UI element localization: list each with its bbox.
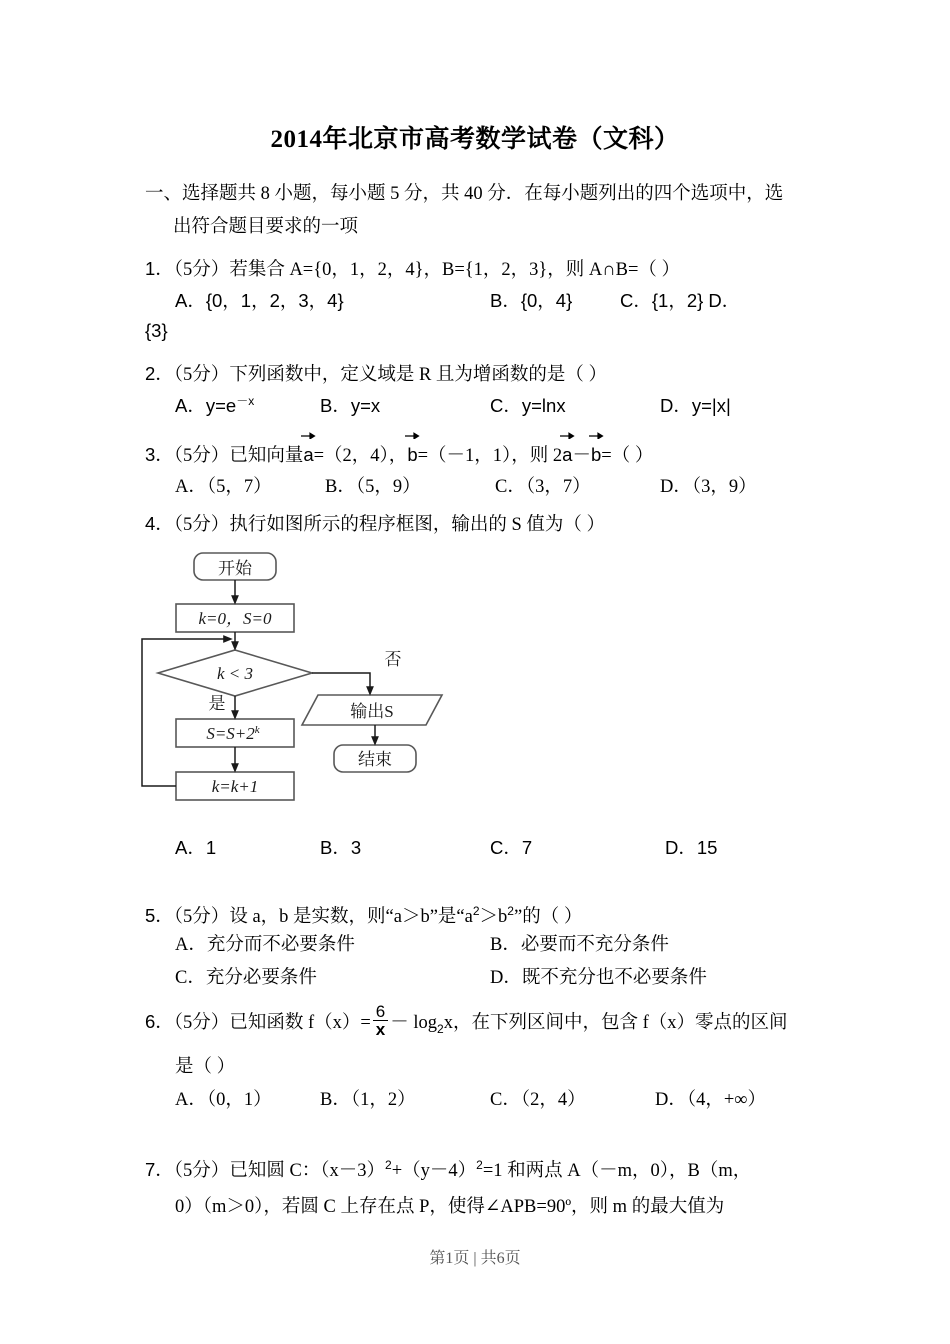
question-6-score: （5分） (173, 1013, 230, 1034)
flowchart-svg (140, 543, 490, 818)
vector-arrow-icon (589, 432, 604, 439)
option-a-label: A．y=e (175, 395, 237, 417)
section-instructions-line2: 出符合题目要求的一项 (173, 217, 359, 237)
vector-b (407, 438, 417, 470)
flow-edge-label-no: 否 (384, 650, 402, 669)
question-4-text: 执行如图所示的程序框图，输出的 S 值为（ ） (229, 515, 605, 535)
question-3-options (175, 472, 757, 498)
option-c[interactable]: C．y=lnx (490, 395, 566, 417)
question-5-number: 5． (145, 905, 174, 927)
question-7-score: （5分） (173, 1161, 230, 1182)
question-5-options-row2 (175, 963, 707, 989)
vector-arrow-icon (301, 432, 316, 439)
question-3-score: （5分） (173, 446, 230, 466)
section-instructions (145, 178, 820, 244)
option-b[interactable]: B．{0，4} (490, 290, 573, 311)
section-instructions-line1: 一、选择题共 8 小题，每小题 5 分，共 40 分．在每小题列出的四个选项中，选 (145, 184, 784, 204)
vector-a-label: a (303, 444, 314, 465)
question-2-options (175, 392, 731, 418)
question-7-text-line2: 0）（m＞0），若圆 C 上存在点 P，使得∠APB=90º，则 m 的最大值为 (175, 1197, 725, 1217)
page-footer: 第1页 | 共6页 (429, 1250, 521, 1267)
option-b[interactable]: B．必要而不充分条件 (490, 935, 669, 955)
question-7-text-l1-b: +（y－4） (391, 1161, 477, 1182)
option-c[interactable]: C．{1，2} D． (620, 290, 741, 311)
question-3-text-end: =（ ） (601, 446, 654, 466)
question-1-score: （5分） (173, 260, 230, 280)
option-d[interactable]: D．15 (665, 837, 718, 858)
option-a[interactable]: A．{0，1，2，3，4} (175, 290, 344, 311)
question-4-score: （5分） (173, 515, 230, 535)
fraction-denominator: x (375, 1020, 386, 1040)
vector-b-2 (591, 438, 601, 470)
question-7-sup1: 2 (385, 1158, 392, 1172)
question-5-score: （5分） (173, 907, 230, 928)
question-6-text-line2: 是（ ） (175, 1057, 236, 1077)
option-d-value: {3} (145, 320, 168, 341)
question-1-options (175, 287, 740, 313)
option-a[interactable]: A．（5，7） (175, 477, 272, 497)
option-c[interactable]: C．（2，4） (490, 1090, 586, 1110)
question-6-options (175, 1085, 766, 1111)
question-3-text-mid3: － (572, 446, 591, 466)
flow-edge-label-yes: 是 (208, 694, 226, 713)
page-title: 2014年北京市高考数学试卷（文科） (270, 126, 680, 153)
question-5-text-c: ”的（ ） (513, 907, 583, 928)
question-3-text-pre: 已知向量 (229, 446, 304, 466)
program-flowchart (140, 543, 490, 823)
question-7-line2 (175, 1190, 855, 1223)
question-5-sup2: 2 (507, 904, 514, 918)
question-5 (145, 896, 835, 933)
question-6-number: 6． (145, 1011, 174, 1033)
vector-arrow-icon (560, 432, 575, 439)
option-a[interactable] (175, 392, 320, 418)
question-7 (145, 1150, 845, 1187)
flow-node-body-label: $S=S+2^k$ (206, 724, 260, 743)
vector-arrow-icon (405, 432, 420, 439)
option-a[interactable]: A．充分而不必要条件 (175, 935, 355, 955)
flow-node-increment-label: k=k+1 (211, 777, 259, 796)
question-2-text: 下列函数中，定义域是 R 且为增函数的是（ ） (229, 365, 608, 385)
question-4 (145, 508, 835, 541)
option-d[interactable]: D．（3，9） (660, 477, 757, 497)
flow-edge-condition-output (312, 673, 370, 691)
question-1 (145, 253, 835, 286)
question-7-text-l1-c: =1 和两点 A（－m，0），B（m， (482, 1161, 752, 1182)
vector-b-label-2: b (590, 444, 602, 465)
question-6-line2 (175, 1050, 235, 1083)
option-d[interactable]: D．y=|x| (660, 395, 731, 417)
option-a[interactable]: A．1 (175, 837, 217, 858)
question-7-text-l1-a: 已知圆 C：（x－3） (229, 1161, 386, 1182)
question-5-text-a: 设 a，b 是实数，则“a＞b”是“a (229, 907, 473, 928)
option-d[interactable]: D．既不充分也不必要条件 (490, 968, 707, 988)
option-a[interactable]: A．（0，1） (175, 1090, 272, 1110)
question-3-text-mid2: =（－1，1），则 2 (417, 446, 563, 466)
question-2-number: 2． (145, 363, 174, 384)
vector-a (303, 438, 313, 470)
question-1-number: 1． (145, 258, 174, 279)
option-c[interactable]: C．7 (490, 837, 533, 858)
question-6-text-mid: － log (390, 1013, 438, 1034)
question-7-sup2: 2 (476, 1158, 483, 1172)
option-b[interactable]: B．3 (320, 837, 362, 858)
vector-b-label: b (407, 444, 418, 465)
flow-node-condition-label: k < 3 (216, 664, 254, 683)
option-b[interactable]: B．（1，2） (320, 1090, 416, 1110)
question-4-number: 4． (145, 513, 174, 534)
question-6-log-base: 2 (437, 1021, 444, 1036)
option-c[interactable]: C．（3，7） (495, 477, 591, 497)
option-b[interactable]: B．（5，9） (325, 477, 421, 497)
fraction-six-over-x (373, 1003, 388, 1039)
question-5-text-b: ＞b (479, 907, 508, 928)
question-3-text-mid1: =（2，4）， (313, 446, 408, 466)
question-6-text-pre: 已知函数 f（x）= (229, 1013, 371, 1034)
question-3 (145, 438, 835, 472)
question-5-options-row1 (175, 930, 669, 956)
question-1-option-d-value[interactable] (145, 320, 168, 342)
flow-node-end-label: 结束 (358, 750, 392, 769)
option-a-exponent: －x (236, 394, 255, 408)
question-1-text: 若集合 A={0，1，2，4}，B={1，2，3}，则 A∩B=（ ） (229, 260, 681, 280)
option-c[interactable]: C．充分必要条件 (175, 968, 317, 988)
vector-a-label-2: a (562, 444, 573, 465)
question-6 (145, 1003, 845, 1045)
question-2-score: （5分） (173, 365, 230, 385)
question-2 (145, 358, 835, 391)
question-5-sup1: 2 (472, 904, 480, 918)
flow-node-output-label: 输出S (350, 702, 394, 721)
option-b[interactable]: B．y=x (320, 395, 381, 417)
question-7-number: 7． (145, 1159, 174, 1181)
vector-a-2 (562, 438, 572, 470)
fraction-numerator: 6 (373, 1003, 388, 1021)
question-3-number: 3． (145, 444, 174, 465)
question-6-text-post: x，在下列区间中，包含 f（x）零点的区间 (443, 1013, 788, 1034)
flow-node-init-label: k=0，S=0 (198, 609, 272, 628)
option-d[interactable]: D．（4，+∞） (655, 1090, 766, 1110)
flow-node-start-label: 开始 (218, 559, 252, 578)
question-4-options (175, 834, 717, 860)
